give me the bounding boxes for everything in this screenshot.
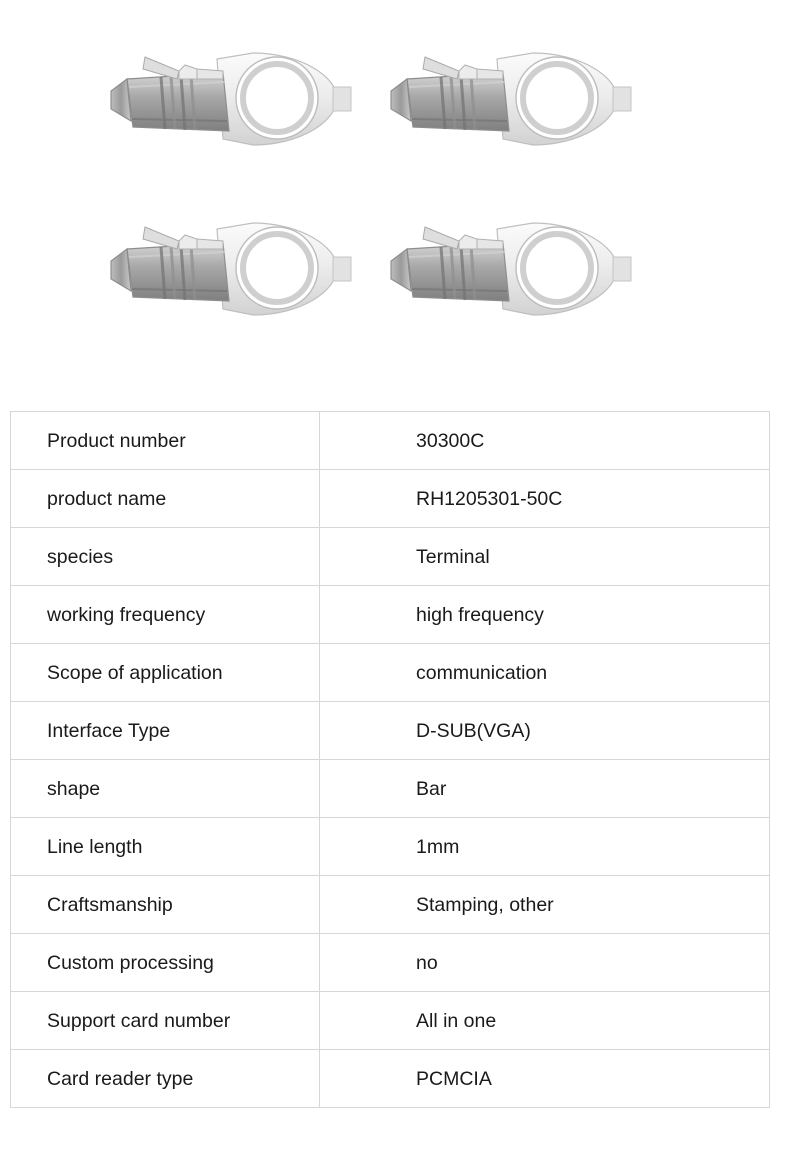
spec-label: Custom processing [11,934,320,992]
table-row [11,818,770,876]
table-row [11,412,770,470]
spec-value: Stamping, other [320,876,770,934]
spec-label: Craftsmanship [11,876,320,934]
terminal-piece [105,35,385,165]
spec-label: Interface Type [11,702,320,760]
spec-label: Line length [11,818,320,876]
table-row [11,586,770,644]
terminal-svg [105,35,385,165]
spec-value: communication [320,644,770,702]
product-image [0,0,790,400]
specification-table [10,411,770,1108]
table-row [11,644,770,702]
table-row [11,934,770,992]
spec-label: Card reader type [11,1050,320,1108]
terminal-row [0,205,790,335]
table-row [11,470,770,528]
spec-value: D-SUB(VGA) [320,702,770,760]
spec-value: Bar [320,760,770,818]
spec-value: Terminal [320,528,770,586]
spec-value: high frequency [320,586,770,644]
table-row [11,702,770,760]
terminal-svg [385,35,665,165]
spec-value: 30300C [320,412,770,470]
table-row [11,760,770,818]
spec-value: RH1205301-50C [320,470,770,528]
terminal-piece [105,205,385,335]
specification-table-wrapper [10,411,770,1108]
table-row [11,528,770,586]
spec-label: Product number [11,412,320,470]
spec-label: Scope of application [11,644,320,702]
terminal-svg [105,205,385,335]
terminal-piece [385,35,665,165]
table-row [11,876,770,934]
spec-value: PCMCIA [320,1050,770,1108]
spec-value: no [320,934,770,992]
spec-label: Support card number [11,992,320,1050]
terminal-svg [385,205,665,335]
spec-value: All in one [320,992,770,1050]
terminal-row [0,35,790,165]
spec-label: shape [11,760,320,818]
table-row [11,992,770,1050]
table-row [11,1050,770,1108]
spec-label: product name [11,470,320,528]
spec-label: working frequency [11,586,320,644]
terminal-piece [385,205,665,335]
spec-label: species [11,528,320,586]
spec-value: 1mm [320,818,770,876]
